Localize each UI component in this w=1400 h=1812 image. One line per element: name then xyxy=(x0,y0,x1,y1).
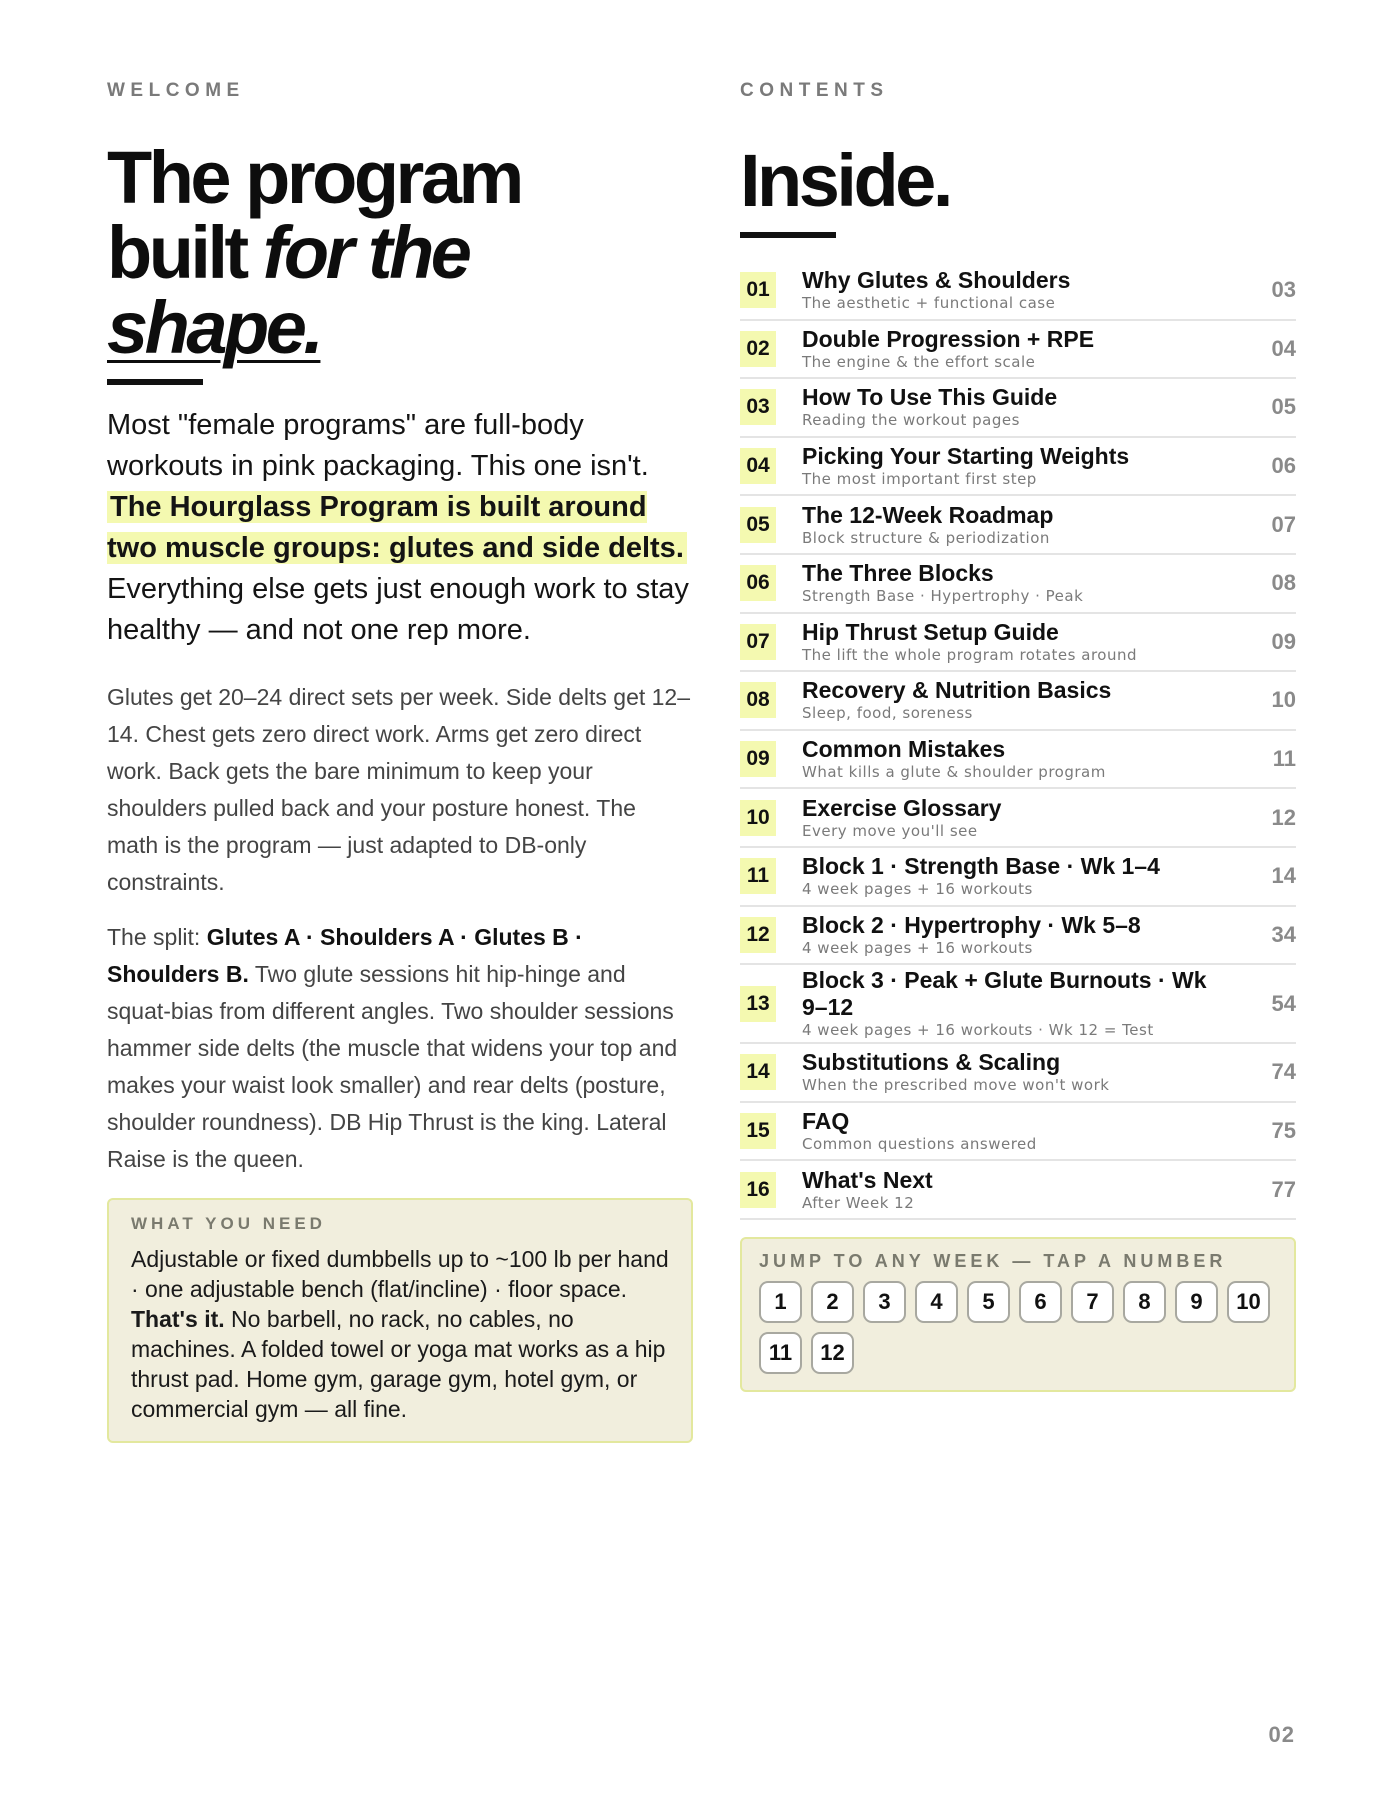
toc-title: Block 3 · Peak + Glute Burnouts · Wk 9–12 xyxy=(802,967,1207,1021)
welcome-column xyxy=(107,80,693,1443)
toc-row[interactable] xyxy=(740,731,1296,790)
toc-subtitle: The most important first step xyxy=(802,470,1037,489)
split-intro: The split: xyxy=(107,924,207,950)
week-buttons xyxy=(759,1281,1277,1374)
toc-number-badge: 12 xyxy=(740,917,776,953)
toc-title: Hip Thrust Setup Guide xyxy=(802,618,1059,645)
toc-title: FAQ xyxy=(802,1108,850,1135)
toc-number-badge: 13 xyxy=(740,986,776,1022)
toc-subtitle: Reading the workout pages xyxy=(802,411,1020,430)
what-you-need-box xyxy=(107,1198,693,1443)
toc-number-badge: 14 xyxy=(740,1054,776,1090)
toc-text xyxy=(802,1108,1236,1154)
toc-page-number: 12 xyxy=(1271,804,1296,830)
toc-text xyxy=(802,677,1236,723)
toc-title: How To Use This Guide xyxy=(802,384,1058,411)
toc-text xyxy=(802,443,1236,489)
toc-text xyxy=(802,384,1236,430)
toc-subtitle: When the prescribed move won't work xyxy=(802,1076,1110,1095)
toc-number-badge: 08 xyxy=(740,682,776,718)
toc-subtitle: What kills a glute & shoulder program xyxy=(802,763,1106,782)
lede-outro: Everything else gets just enough work to stay healthy — and not one rep more. xyxy=(107,573,689,646)
toc-text xyxy=(802,619,1236,665)
toc-page-number: 05 xyxy=(1271,394,1296,420)
toc-page-number: 07 xyxy=(1271,511,1296,537)
split-bold: Glutes A · Shoulders A · Glutes B · Shoulders B. xyxy=(107,924,583,987)
contents-eyebrow: CONTENTS xyxy=(740,80,889,101)
week-button-2[interactable]: 2 xyxy=(811,1281,854,1323)
toc-title: The 12-Week Roadmap xyxy=(802,501,1054,528)
toc-row[interactable] xyxy=(740,1044,1296,1103)
toc-title: Why Glutes & Shoulders xyxy=(802,267,1071,294)
toc-page-number: 34 xyxy=(1271,921,1296,947)
week-button-1[interactable]: 1 xyxy=(759,1281,802,1323)
toc-text xyxy=(802,502,1236,548)
toc-row[interactable] xyxy=(740,965,1296,1044)
toc-text xyxy=(802,560,1236,606)
toc-row[interactable] xyxy=(740,496,1296,555)
toc-row[interactable] xyxy=(740,907,1296,966)
toc-text xyxy=(802,326,1236,372)
welcome-eyebrow: WELCOME xyxy=(107,80,245,101)
toc-page-number: 14 xyxy=(1271,863,1296,889)
toc-title: What's Next xyxy=(802,1166,933,1193)
toc-text xyxy=(802,267,1236,313)
week-button-7[interactable]: 7 xyxy=(1071,1281,1114,1323)
hero-title-line2a: built xyxy=(107,211,263,294)
toc-title: The Three Blocks xyxy=(802,560,994,587)
toc-title: Substitutions & Scaling xyxy=(802,1049,1061,1076)
toc-subtitle: The aesthetic + functional case xyxy=(802,294,1056,313)
week-button-10[interactable]: 10 xyxy=(1227,1281,1270,1323)
needs-outro: No barbell, no rack, no cables, no machines. A folded towel or yoga mat works as a hip thrust pad. Home gym, garage gym, hotel gym, or commercial gym — all fine. xyxy=(131,1306,666,1422)
toc-number-badge: 11 xyxy=(740,858,776,894)
hero-title xyxy=(107,136,693,369)
toc-row[interactable] xyxy=(740,614,1296,673)
toc-number-badge: 10 xyxy=(740,800,776,836)
toc-subtitle: Every move you'll see xyxy=(802,821,978,840)
toc-row[interactable] xyxy=(740,1103,1296,1162)
needs-intro: Adjustable or fixed dumbbells up to ~100 lb per hand · one adjustable bench (flat/incline) · floor space. xyxy=(131,1246,669,1302)
sets-paragraph: Glutes get 20–24 direct sets per week. Side delts get 12–14. Chest gets zero direct work. Arms get zero direct work. Back gets the bare minimum to keep your shoulders pulled back and your posture honest. The math is the program — just adapted to DB-only constraints. xyxy=(107,684,691,895)
week-button-3[interactable]: 3 xyxy=(863,1281,906,1323)
split-paragraph xyxy=(107,919,693,1178)
toc-page-number: 10 xyxy=(1271,687,1296,713)
toc-number-badge: 09 xyxy=(740,741,776,777)
toc-subtitle: Strength Base · Hypertrophy · Peak xyxy=(802,587,1084,606)
week-button-12[interactable]: 12 xyxy=(811,1332,854,1374)
week-button-9[interactable]: 9 xyxy=(1175,1281,1218,1323)
jump-eyebrow: JUMP TO ANY WEEK — TAP A NUMBER xyxy=(759,1250,1227,1271)
toc-page-number: 08 xyxy=(1271,570,1296,596)
toc-row[interactable] xyxy=(740,1161,1296,1220)
contents-column xyxy=(740,80,1296,1392)
lede-intro: Most "female programs" are full-body workouts in pink packaging. This one isn't. xyxy=(107,409,649,482)
toc-page-number: 75 xyxy=(1271,1118,1296,1144)
title-rule xyxy=(107,379,203,385)
toc-number-badge: 02 xyxy=(740,331,776,367)
toc-subtitle: Sleep, food, soreness xyxy=(802,704,973,723)
week-button-11[interactable]: 11 xyxy=(759,1332,802,1374)
toc-subtitle: 4 week pages + 16 workouts xyxy=(802,938,1033,957)
toc-text xyxy=(802,853,1236,899)
contents-rule xyxy=(740,232,836,238)
toc-row[interactable] xyxy=(740,262,1296,321)
week-button-6[interactable]: 6 xyxy=(1019,1281,1062,1323)
toc-page-number: 03 xyxy=(1271,277,1296,303)
hero-title-line1: The program xyxy=(107,136,521,219)
jump-to-week-box xyxy=(740,1237,1296,1392)
toc-row[interactable] xyxy=(740,848,1296,907)
lede-highlight: The Hourglass Program is built around two muscle groups: glutes and side delts. xyxy=(107,491,687,564)
toc-page-number: 06 xyxy=(1271,453,1296,479)
needs-bold: That's it. xyxy=(131,1306,225,1332)
toc-title: Block 2 · Hypertrophy · Wk 5–8 xyxy=(802,911,1141,938)
hero-title-line2b: for the xyxy=(262,211,469,294)
toc-subtitle: 4 week pages + 16 workouts xyxy=(802,880,1033,899)
toc-page-number: 11 xyxy=(1272,746,1296,772)
toc-page-number: 09 xyxy=(1271,628,1296,654)
toc-subtitle: Block structure & periodization xyxy=(802,528,1050,547)
toc-text xyxy=(802,912,1236,958)
toc-row[interactable] xyxy=(740,789,1296,848)
toc-number-badge: 16 xyxy=(740,1172,776,1208)
toc-subtitle: 4 week pages + 16 workouts · Wk 12 = Test xyxy=(802,1021,1154,1040)
needs-eyebrow: WHAT YOU NEED xyxy=(131,1214,326,1233)
toc-page-number: 54 xyxy=(1271,990,1296,1016)
toc-number-badge: 05 xyxy=(740,507,776,543)
toc-title: Exercise Glossary xyxy=(802,794,1002,821)
toc-title: Double Progression + RPE xyxy=(802,325,1095,352)
toc-page-number: 77 xyxy=(1271,1176,1296,1202)
toc-title: Picking Your Starting Weights xyxy=(802,443,1130,470)
week-button-8[interactable]: 8 xyxy=(1123,1281,1166,1323)
toc-subtitle: After Week 12 xyxy=(802,1193,915,1212)
toc-number-badge: 03 xyxy=(740,389,776,425)
toc-text xyxy=(802,736,1236,782)
contents-title: Inside. xyxy=(740,139,950,222)
split-outro: Two glute sessions hit hip-hinge and squat-bias from different angles. Two shoulder sessions hammer side delts (the muscle that widens your top and makes your waist look smaller) and rear delts (posture, shoulder roundness). DB Hip Thrust is the king. Lateral Raise is the queen. xyxy=(107,961,678,1172)
table-of-contents xyxy=(740,262,1296,1220)
hero-title-line3: shape. xyxy=(107,286,321,369)
toc-text xyxy=(802,1049,1236,1095)
needs-text xyxy=(131,1244,669,1424)
toc-text xyxy=(802,795,1236,841)
toc-title: Common Mistakes xyxy=(802,736,1006,763)
toc-row[interactable] xyxy=(740,379,1296,438)
toc-number-badge: 04 xyxy=(740,448,776,484)
toc-subtitle: The engine & the effort scale xyxy=(802,352,1036,371)
toc-row[interactable] xyxy=(740,555,1296,614)
toc-title: Block 1 · Strength Base · Wk 1–4 xyxy=(802,853,1160,880)
page-number: 02 xyxy=(1268,1722,1295,1747)
toc-page-number: 04 xyxy=(1271,335,1296,361)
toc-page-number: 74 xyxy=(1271,1059,1296,1085)
toc-number-badge: 07 xyxy=(740,624,776,660)
toc-subtitle: The lift the whole program rotates around xyxy=(802,645,1137,664)
toc-subtitle: Common questions answered xyxy=(802,1135,1037,1154)
toc-title: Recovery & Nutrition Basics xyxy=(802,677,1112,704)
toc-text xyxy=(802,1167,1236,1213)
toc-number-badge: 01 xyxy=(740,272,776,308)
toc-row[interactable] xyxy=(740,672,1296,731)
toc-text xyxy=(802,967,1236,1040)
toc-row[interactable] xyxy=(740,438,1296,497)
toc-row[interactable] xyxy=(740,321,1296,380)
lede-paragraph xyxy=(107,405,693,651)
toc-number-badge: 06 xyxy=(740,565,776,601)
week-button-5[interactable]: 5 xyxy=(967,1281,1010,1323)
week-button-4[interactable]: 4 xyxy=(915,1281,958,1323)
toc-number-badge: 15 xyxy=(740,1113,776,1149)
